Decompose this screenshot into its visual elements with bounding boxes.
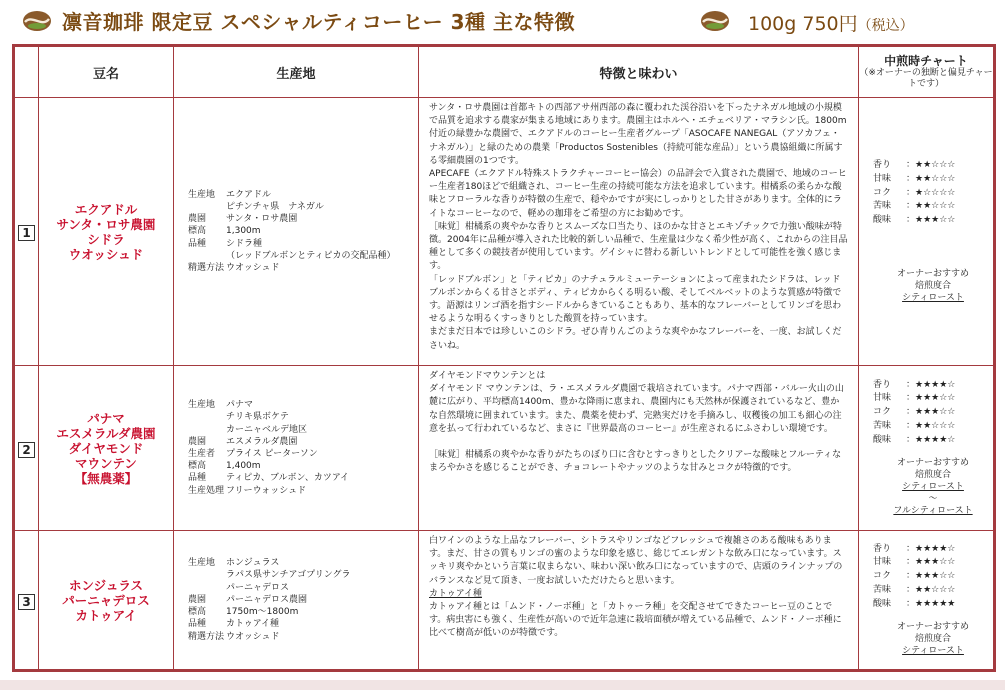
bean-name-cell	[39, 98, 174, 366]
coffee-bean-icon	[700, 10, 730, 32]
origin-value: ピチンチャ県 ナネガル	[226, 201, 324, 212]
origin-row	[188, 225, 418, 237]
feature-paragraph: サンタ・ロサ農園は首都キトの西部アサ州西部の森に覆われた渓谷沿いを下ったナネガル地域の小規模で品質を追求する農家が集まる地域にあります。農園主はホルヘ・エチェベリア・マラシン氏。1800m付近の緑豊かな農園で、エクアドルのコーヒー生産者グループ「ASOCAFE NANEGAL（アソカフェ・ナネガル）」と緑のための農業「Productos Sostenibles（持続可能な産品）」という農協組織に所属する零細農園の1つです。	[429, 103, 847, 166]
bean-name-line: パーニャデロス	[62, 592, 150, 608]
taste-rating-row	[873, 598, 993, 612]
bean-name-line: シドラ	[87, 231, 125, 247]
taste-separator: ：	[906, 201, 916, 212]
origin-row	[188, 582, 418, 594]
feature-paragraph	[429, 436, 848, 449]
taste-label: 苦味	[873, 584, 892, 595]
header-chart	[859, 46, 995, 98]
bean-comparison-table	[12, 44, 996, 672]
origin-value: ウオッシュド	[226, 631, 280, 642]
star-rating: ★★★☆☆	[915, 407, 956, 418]
table-row	[14, 366, 995, 531]
origin-row	[188, 460, 418, 472]
origin-key: 品種	[188, 473, 207, 484]
origin-row	[188, 238, 418, 250]
origin-key: 農園	[188, 594, 207, 605]
origin-key: 品種	[188, 238, 207, 249]
features-cell	[419, 98, 859, 366]
taste-separator: ：	[906, 571, 916, 582]
origin-row	[188, 262, 418, 274]
origin-value: チリキ県ボケテ	[226, 412, 289, 423]
taste-label: 酸味	[873, 434, 892, 445]
taste-label: 甘味	[873, 393, 892, 404]
feature-paragraph: 「レッドブルボン」と「ティピカ」のナチュラルミューテーションによって産まれたシドラは、レッドブルボンからくる甘さとボディ、ティピカからくる明るい酸、そしてベルベットのような質感が特徴です。語源はリンゴ酒を指すシードルからきていることもあり、基本的なフレーバーとしてリンゴを思わせるような明るくすっきりとした酸質を持っています。	[429, 274, 842, 325]
star-rating: ★★☆☆☆	[915, 173, 956, 184]
roast-sub-label: 焙煎度合	[914, 470, 951, 481]
star-rating: ★★★☆☆	[915, 557, 956, 568]
origin-value: ウオッシュド	[226, 263, 280, 273]
origin-value: 1750m〜1800m	[226, 607, 299, 618]
origin-key: 農園	[188, 214, 207, 225]
taste-chart-cell	[859, 531, 995, 671]
bean-name-line: カトゥアイ	[75, 607, 137, 623]
roast-level: フルシティロースト	[893, 506, 973, 517]
taste-label: コク	[873, 187, 892, 198]
star-rating: ★★★☆☆	[915, 393, 956, 404]
taste-label: 香り	[873, 160, 892, 170]
taste-separator: ：	[906, 187, 916, 198]
bean-name-line: サンタ・ロサ農園	[56, 216, 156, 232]
taste-separator: ：	[906, 543, 916, 554]
star-rating: ★★★★★	[915, 598, 956, 609]
bean-name-cell	[39, 366, 174, 531]
taste-separator: ：	[906, 173, 916, 184]
origin-key: 精選方法	[188, 263, 225, 273]
bean-name-line: 【無農薬】	[74, 470, 138, 486]
feature-paragraph: ダイヤモンドマウンテンとは	[429, 371, 546, 381]
taste-rating-row	[873, 200, 993, 214]
row-number-cell	[14, 366, 39, 531]
recommended-roast	[873, 457, 993, 517]
star-rating: ★★★☆☆	[915, 571, 956, 582]
taste-chart-cell	[859, 366, 995, 531]
star-rating: ★★☆☆☆	[915, 160, 956, 170]
table-header-row	[14, 46, 995, 98]
star-rating: ★☆☆☆☆	[915, 187, 956, 198]
star-rating: ★★☆☆☆	[915, 201, 956, 212]
taste-separator: ：	[906, 160, 916, 170]
taste-rating-row	[873, 434, 993, 448]
star-rating: ★★☆☆☆	[915, 584, 956, 595]
taste-separator: ：	[906, 598, 916, 609]
star-rating: ★★☆☆☆	[915, 420, 956, 431]
roast-label: オーナーおすすめ	[896, 458, 970, 469]
origin-row	[188, 213, 418, 225]
header-features: 特徴と味わい	[419, 46, 859, 98]
origin-row	[188, 618, 418, 630]
price-label	[748, 9, 914, 36]
roast-label: オーナーおすすめ	[896, 622, 970, 633]
features-cell	[419, 366, 859, 531]
origin-value: ホンジュラス	[226, 558, 280, 569]
taste-rating-row	[873, 392, 993, 406]
taste-label: 酸味	[873, 215, 892, 226]
features-cell	[419, 531, 859, 671]
recommended-roast	[873, 621, 993, 657]
bean-name-line: ダイヤモンド	[68, 440, 144, 456]
origin-value: （レッドブルボンとティピカの交配品種）	[226, 250, 396, 261]
roast-sub-label: 焙煎度合	[914, 634, 951, 645]
bean-name-line: エスメラルダ農園	[56, 425, 156, 441]
origin-key: 生産者	[188, 449, 216, 459]
origin-key: 標高	[188, 226, 207, 237]
row-number-cell	[14, 531, 39, 671]
origin-row	[188, 250, 418, 262]
origin-row	[188, 189, 418, 201]
chart-title: 中煎時チャート	[884, 53, 968, 68]
origin-row	[188, 436, 418, 448]
origin-key: 生産処理	[188, 485, 225, 496]
origin-row	[188, 631, 418, 643]
taste-rating-row	[873, 543, 993, 557]
taste-rating-row	[873, 379, 993, 393]
taste-separator: ：	[906, 434, 916, 445]
chart-note: （※オーナーの独断と偏見チャートです）	[859, 67, 993, 89]
taste-separator: ：	[906, 557, 916, 568]
feature-paragraph: ［味覚］柑橘系の爽やかな香りとスムーズな口当たり、ほのかな甘さとエキゾチックで力強い酸味が特徴。2004年に品種が導入された比較的新しい品種で、生産量は少なく希少性が高く、これからの注目品種として多くの競技者が使用しています。ゲイシャに替わる新しいトレンドとして可能性を強く感じます。	[429, 221, 848, 272]
origin-key: 生産地	[188, 400, 216, 411]
taste-separator: ：	[906, 584, 916, 595]
bean-name-cell	[39, 531, 174, 671]
table-row	[14, 531, 995, 671]
bean-name-line: パナマ	[87, 410, 125, 426]
origin-key: 生産地	[188, 189, 216, 200]
origin-row	[188, 448, 418, 460]
taste-chart-cell	[859, 98, 995, 366]
origin-cell	[174, 366, 419, 531]
taste-label: 酸味	[873, 598, 892, 609]
taste-label: 香り	[873, 543, 892, 554]
table-row	[14, 98, 995, 366]
row-number-cell	[14, 98, 39, 366]
taste-label: 苦味	[873, 201, 892, 212]
origin-value: パナマ	[226, 400, 254, 411]
star-rating: ★★★★☆	[915, 434, 956, 445]
origin-value: ティピカ、ブルボン、カツアイ	[226, 473, 350, 484]
row-number: 3	[18, 594, 34, 610]
origin-cell	[174, 98, 419, 366]
origin-value: カーニャベルデ地区	[226, 424, 308, 435]
origin-value: プライス ピーターソン	[226, 449, 318, 459]
roast-level: シティロースト	[902, 482, 964, 493]
star-rating: ★★★★☆	[915, 543, 956, 554]
row-number: 1	[18, 225, 34, 241]
roast-level: シティロースト	[902, 292, 964, 303]
taste-label: 甘味	[873, 173, 892, 184]
taste-rating-row	[873, 214, 993, 228]
origin-row	[188, 557, 418, 569]
taste-separator: ：	[906, 379, 916, 390]
roast-sub-label: 焙煎度合	[914, 280, 951, 291]
origin-key: 標高	[188, 461, 207, 472]
page-header	[0, 0, 1005, 40]
origin-key: 標高	[188, 607, 207, 618]
tax-note: （税込）	[857, 18, 914, 34]
feature-paragraph: カトゥアイ種	[429, 588, 482, 599]
bean-name-line: ウオッシュド	[68, 246, 144, 262]
taste-label: 甘味	[873, 557, 892, 568]
taste-rating-row	[873, 406, 993, 420]
origin-value: フリーウォッシュド	[226, 485, 307, 496]
origin-row	[188, 411, 418, 423]
origin-row	[188, 485, 418, 497]
origin-key: 生産地	[188, 558, 216, 569]
page-title: 凛音珈琲 限定豆 スペシャルティコーヒー 3種 主な特徴	[62, 10, 575, 34]
origin-value: サンタ・ロサ農園	[226, 214, 298, 225]
origin-row	[188, 201, 418, 213]
taste-label: コク	[873, 571, 892, 582]
origin-value: パーニャデロス農園	[226, 594, 308, 605]
origin-row	[188, 424, 418, 436]
taste-separator: ：	[906, 393, 916, 404]
taste-rating-row	[873, 173, 993, 187]
taste-rating-row	[873, 420, 993, 434]
bean-name-line: ホンジュラス	[68, 577, 144, 593]
origin-value: エスメラルダ農園	[226, 436, 298, 447]
bean-name-line: エクアドル	[74, 201, 138, 217]
origin-value: 1,300m	[226, 226, 261, 237]
taste-separator: ：	[906, 420, 916, 431]
taste-rating-row	[873, 159, 993, 173]
origin-cell	[174, 531, 419, 671]
footer-band	[0, 680, 1005, 690]
roast-level: シティロースト	[902, 646, 964, 657]
origin-value: シドラ種	[226, 238, 263, 249]
origin-row	[188, 569, 418, 581]
coffee-bean-icon	[22, 10, 52, 32]
origin-key: 品種	[188, 619, 207, 630]
taste-rating-row	[873, 570, 993, 584]
origin-value: カトゥアイ種	[226, 619, 279, 630]
taste-rating-row	[873, 584, 993, 598]
taste-rating-row	[873, 556, 993, 570]
taste-label: 香り	[873, 379, 892, 390]
recommended-roast	[873, 268, 993, 304]
origin-value: ラパス県サンチアゴプリングラ	[226, 570, 351, 581]
origin-value: パーニャデロス	[226, 582, 290, 593]
roast-label: オーナーおすすめ	[896, 268, 970, 279]
taste-separator: ：	[906, 215, 916, 226]
origin-row	[188, 399, 418, 411]
taste-rating-row	[873, 187, 993, 201]
taste-label: コク	[873, 407, 892, 418]
feature-paragraph: まだまだ日本では珍しいこのシドラ。ぜひ青りんごのような爽やかなフレーバーを、一度、お試しくださいね。	[429, 327, 842, 351]
origin-row	[188, 472, 418, 484]
taste-separator: ：	[906, 407, 916, 418]
origin-value: エクアドル	[226, 189, 272, 200]
price-value: 100g 750円	[748, 13, 858, 35]
feature-paragraph: カトゥアイ種とは「ムンド・ノーボ種」と「カトゥーラ種」を交配させてできたコーヒー豆のことです。病虫害にも強く、生産性が高いので近年急速に栽培面積が増えている品種で、ムンド・ノーボ種に比べて樹高が低いのが特徴です。	[429, 602, 842, 639]
header-origin: 生産地	[174, 46, 419, 98]
bean-name-line: マウンテン	[75, 455, 137, 471]
row-number: 2	[18, 442, 34, 458]
origin-row	[188, 606, 418, 618]
roast-level: 〜	[928, 494, 938, 505]
feature-paragraph: ダイヤモンド マウンテンは、ラ・エスメラルダ農園で栽培されています。パナマ西部・バルー火山の山麓に広がり、平均標高1400m、豊かな降雨に恵まれ、農園内にも天然林が保護されているなど、豊かな自然環境に囲まれています。また、農薬を使わず、完熟実だけを手摘みし、収穫後の加工も細心の注意を払って行われているなど、まさに『世界最高のコーヒー』が生産されるにふさわしい環境です。	[429, 384, 844, 434]
feature-paragraph: 白ワインのような上品なフレーバー、シトラスやリンゴなどフレッシュで複雑さのある酸味もあります。まだ、甘さの質もリンゴの蜜のような印象を感じ、総じてエレガントな飲み口になっています。スッキリ爽やかという言葉に収まらない、味わい深い飲み口になっていますので、店頭のラインナップのバランスなど見て頂き、一度お試しいただけたらと思います。	[429, 536, 843, 586]
origin-key: 精選方法	[188, 631, 225, 642]
origin-row	[188, 594, 418, 606]
star-rating: ★★★★☆	[915, 379, 956, 390]
star-rating: ★★★☆☆	[915, 215, 956, 226]
header-number	[14, 46, 39, 98]
origin-value: 1,400m	[226, 461, 261, 472]
header-bean-name: 豆名	[39, 46, 174, 98]
origin-key: 農園	[188, 436, 207, 447]
taste-label: 苦味	[873, 420, 892, 431]
feature-paragraph: ［味覚］柑橘系の爽やかな香りがたちのぼり口に含むとすっきりとしたクリアーな酸味とフルーティなまろやかさを感じることができ、チョコレートやナッツのような甘みとコクが特徴的です。	[429, 450, 842, 474]
feature-paragraph: APECAFE（エクアドル特殊ストラクチャーコーヒー協会）の品評会で入賞された農園で、地域のコーヒー生産者180ほどで組織され、コーヒー生産の持続可能な方法を追求しています。柑橘系の柔らかな酸味とフローラルな香りが特徴の生産で、穏やかですが実にしっかりとした甘さがあります。全体的にライトなコーヒーなので、軽めの珈琲をご希望の方にお勧めです。	[429, 169, 847, 219]
